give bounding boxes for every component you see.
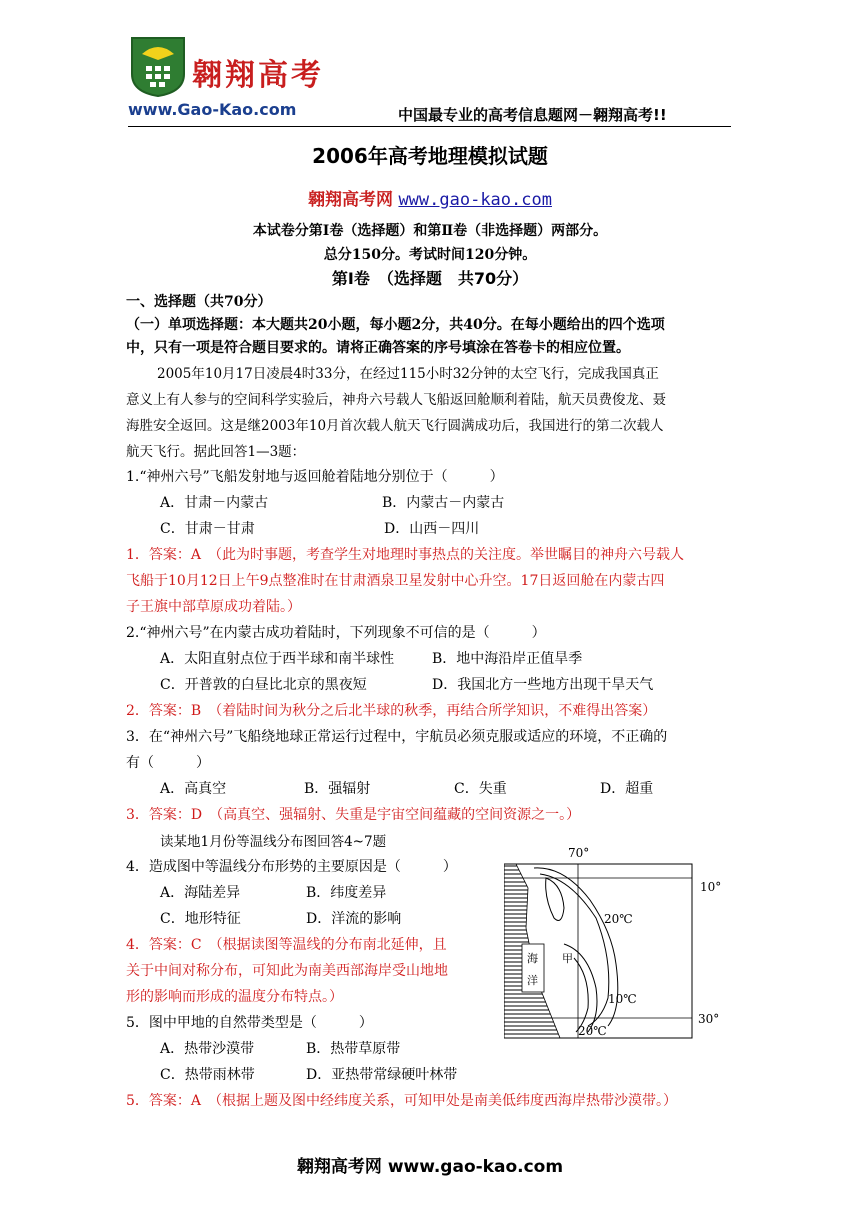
isotherm-label-20-south: 20℃ (578, 1024, 607, 1038)
isotherm-20-south (574, 958, 588, 1032)
q4-option-a: A．海陆差异 (160, 885, 241, 901)
point-jia-label: 甲 (562, 952, 573, 965)
q2-answer: 2．答案：B （着陆时间为秋分之后北半球的秋季，再结合所学知识，不难得出答案） (126, 703, 657, 719)
q1-answer: 子王旗中部草原成功着陆。） (126, 599, 301, 615)
q2-option-a: A．太阳直射点位于西半球和南半球性 (160, 651, 395, 667)
question-2-stem: 2.“神州六号”在内蒙古成功着陆时，下列现象不可信的是（ ） (126, 625, 546, 641)
question-5-stem: 5．图中甲地的自然带类型是（ ） (126, 1015, 373, 1031)
logo-emblem (128, 34, 188, 98)
header-divider (128, 126, 731, 127)
isotherm-label-10: 10℃ (608, 992, 637, 1006)
q4-answer: 关于中间对称分布，可知此为南美西部海岸受山地地 (126, 963, 448, 979)
q1-option-b: B．内蒙古－内蒙古 (382, 495, 505, 511)
passage-line: 意义上有人参与的空间科学实验后，神舟六号载人飞船返回舱顺利着陆，航天员费俊龙、聂 (126, 392, 666, 408)
passage-line: 2005年10月17日凌晨4时33分，在经过115小时32分钟的太空飞行，完成我国真正 (157, 366, 659, 382)
logo-url[interactable]: www.Gao-Kao.com (128, 100, 297, 119)
part-title: 第Ⅰ卷 （选择题 共70分） (331, 269, 529, 288)
q5-option-a: A．热带沙漠带 (160, 1041, 255, 1057)
q1-answer: 飞船于10月12日上午9点整准时在甘肃酒泉卫星发射中心升空。17日返回舱在内蒙古四 (126, 573, 665, 589)
ocean-label: 海 (527, 952, 538, 965)
isotherm-label-20: 20℃ (604, 912, 633, 926)
map-intro: 读某地1月份等温线分布图回答4~7题 (160, 834, 387, 850)
ocean-label: 洋 (527, 974, 538, 987)
q3-option-a: A．高真空 (160, 781, 227, 797)
q5-answer: 5．答案：A （根据上题及图中经纬度关系，可知甲处是南美低纬度西海岸热带沙漠带。） (126, 1093, 678, 1109)
q3-option-b: B．强辐射 (304, 781, 371, 797)
q5-option-d: D．亚热带常绿硬叶林带 (306, 1067, 458, 1083)
q2-option-d: D．我国北方一些地方出现干旱天气 (432, 677, 654, 693)
isotherm-closed (546, 878, 564, 920)
q4-answer: 4．答案：C （根据读图等温线的分布南北延伸，且 (126, 937, 447, 953)
lon-label: 70° (568, 846, 590, 860)
page-title: 2006年高考地理模拟试题 (312, 144, 548, 168)
q2-option-c: C．开普敦的白昼比北京的黑夜短 (160, 677, 367, 693)
instructions-line-1: （一）单项选择题：本大题共20小题，每小题2分，共40分。在每小题给出的四个选项 (126, 317, 665, 333)
source-name: 翱翔高考网 (308, 190, 394, 210)
q4-option-c: C．地形特征 (160, 911, 241, 927)
q2-option-b: B．地中海沿岸正值旱季 (432, 651, 583, 667)
question-1-stem: 1.“神州六号”飞船发射地与返回舱着陆地分别位于（ ） (126, 469, 504, 485)
section-title: 一、选择题（共70分） (126, 294, 272, 310)
q5-option-b: B．热带草原带 (306, 1041, 401, 1057)
q3-answer: 3．答案：D （高真空、强辐射、失重是宇宙空间蕴藏的空间资源之一。） (126, 807, 581, 823)
q4-option-d: D．洋流的影响 (306, 911, 402, 927)
page-footer: 翱翔高考网 www.gao-kao.com (296, 1157, 564, 1177)
logo-text: 翱翔高考 (192, 58, 324, 93)
q3-option-d: D．超重 (600, 781, 654, 797)
isotherm-inner (540, 874, 609, 1026)
intro-line-2: 总分150分。考试时间120分钟。 (323, 247, 537, 263)
source-link[interactable]: www.gao-kao.com (398, 190, 552, 210)
intro-line-1: 本试卷分第Ⅰ卷（选择题）和第Ⅱ卷（非选择题）两部分。 (252, 223, 608, 239)
q1-answer: 1．答案：A （此为时事题，考查学生对地理时事热点的关注度。举世瞩目的神舟六号载人 (126, 547, 685, 563)
instructions-line-2: 中，只有一项是符合题目要求的。请将正确答案的序号填涂在答卷卡的相应位置。 (126, 340, 630, 356)
q4-option-b: B．纬度差异 (306, 885, 387, 901)
question-3-stem: 有（ ） (126, 755, 210, 771)
q1-option-a: A．甘肃－内蒙古 (160, 495, 269, 511)
q5-option-c: C．热带雨林带 (160, 1067, 255, 1083)
q3-option-c: C．失重 (454, 781, 507, 797)
q1-option-d: D．山西－四川 (384, 521, 480, 537)
question-3-stem: 3．在“神州六号”飞船绕地球正常运行过程中，宇航员必须克服或适应的环境，不正确的 (126, 729, 668, 745)
header-slogan: 中国最专业的高考信息题网－翱翔高考!! (398, 106, 667, 124)
lat-label-30: 30° (698, 1012, 720, 1026)
question-4-stem: 4．造成图中等温线分布形势的主要原因是（ ） (126, 859, 457, 875)
q4-answer: 形的影响而形成的温度分布特点。） (126, 989, 343, 1005)
q1-option-c: C．甘肃－甘肃 (160, 521, 255, 537)
passage-line: 航天飞行。据此回答1—3题： (126, 444, 306, 460)
isotherm-map (504, 848, 734, 1046)
lat-label-10: 10° (700, 880, 722, 894)
source-line (0, 185, 860, 210)
passage-line: 海胜安全返回。这是继2003年10月首次载人航天飞行圆满成功后，我国进行的第二次载人 (126, 418, 664, 434)
